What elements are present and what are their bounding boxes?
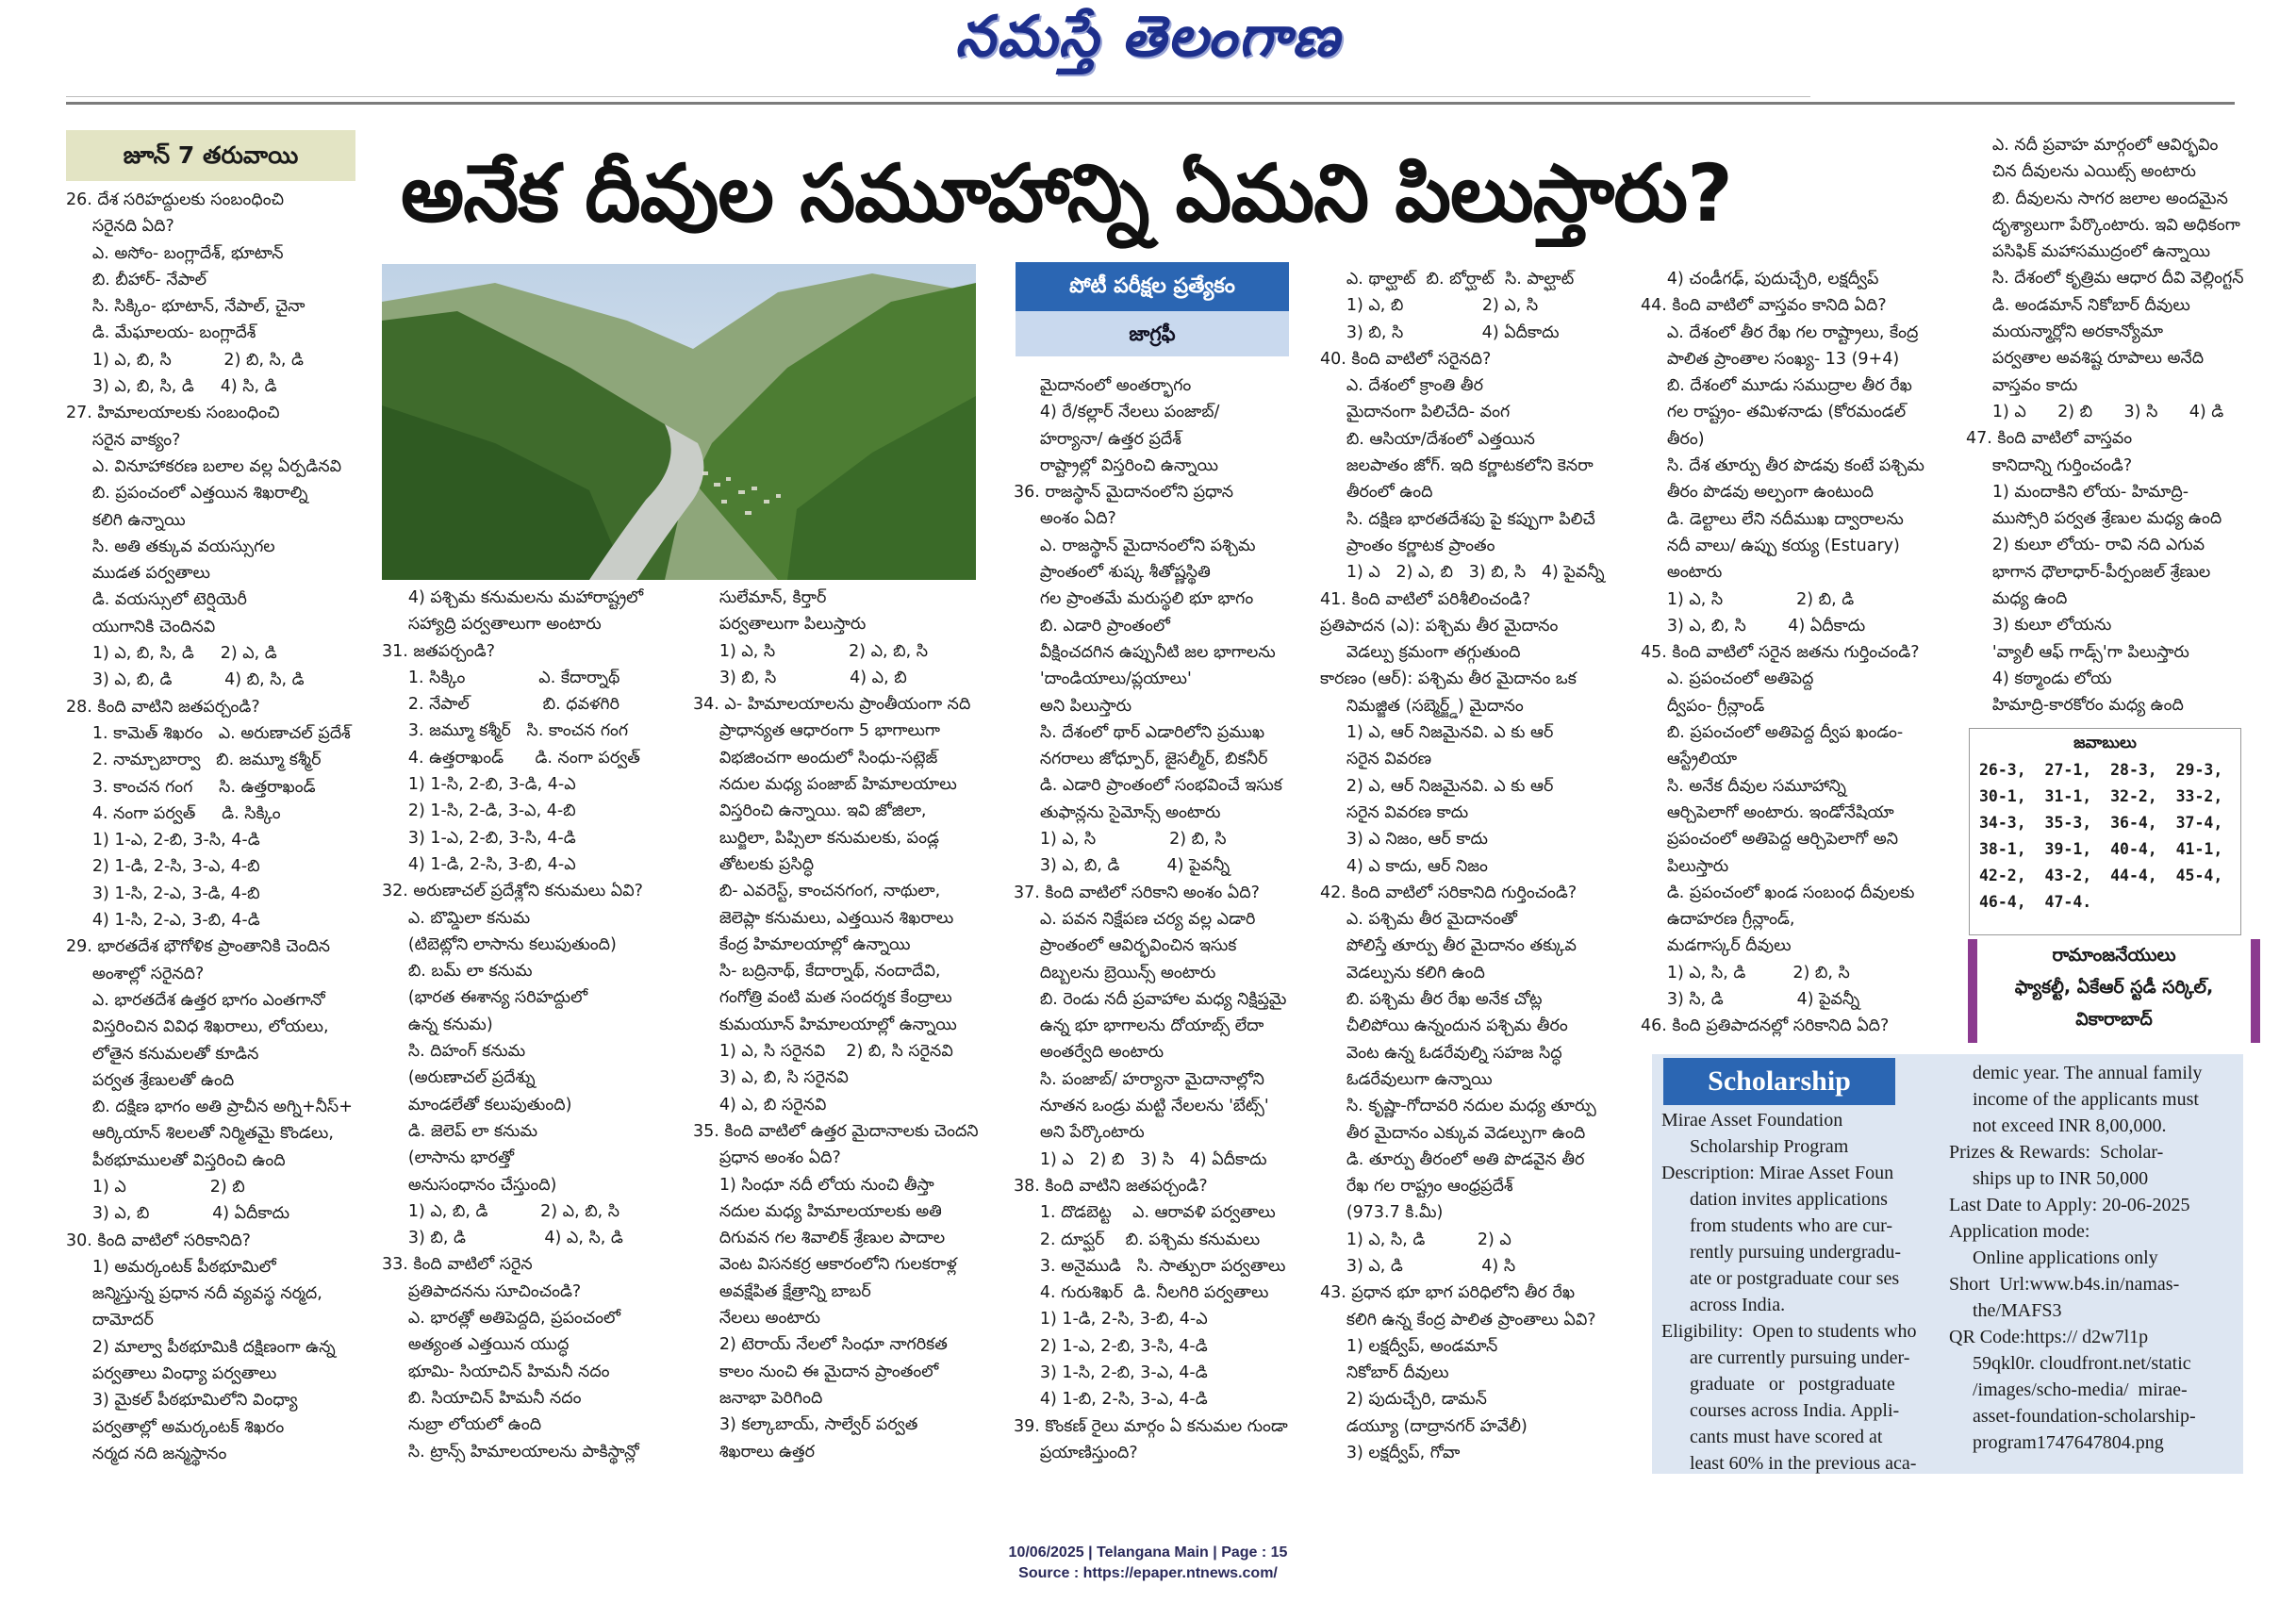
masthead-thin-rule bbox=[66, 96, 1810, 97]
author-credit: రామాంజనేయులు ఫ్యాకల్టీ, ఏకేఆర్ స్టడీ సర్కిల్, వికారాబాద్ bbox=[1968, 939, 2260, 1043]
answer-key-grid: 26-3, 27-1, 28-3, 29-3, 30-1, 31-1, 32-2, 33-2, 34-3, 35-3, 36-4, 37-4, 38-1, 39-1, 40-4, 41-1, 42-2, 43-2, 44-4, 45-4, 46-4, 47-4. bbox=[1979, 761, 2223, 911]
subject-tag: జాగ్రఫీ bbox=[1016, 311, 1289, 356]
question-column-1: 26. దేశ సరిహద్దులకు సంబంధించి సరైనది ఏది? ఎ. అసోం- బంగ్లాదేశ్, భూటాన్ బి. బీహార్- నేపాల్ సి. సిక్కిం- భూటాన్, నేపాల్, చైనా డి. మేఘాలయ- బంగ్లాదేశ్ 1) ఎ, బి, సి 2) బి, సి, డి 3) ఎ, బి, సి, డి 4) సి, డి 27. హిమాలయాలకు సంబంధించి సరైన వాక్యం? ఎ. వినూహాకరణ బలాల వల్ల ఏర్పడినవి బి. ప్రపంచంలో ఎత్తయిన శిఖరాల్ని కలిగి ఉన్నాయి సి. అతి తక్కువ వయస్సుగల ముడత పర్వతాలు డి. వయస్సులో టెర్షియెరీ యుగానికి చెందినవి 1) ఎ, బి, సి, డి 2) ఎ, డి 3) ఎ, బి, డి 4) బి, సి, డి 28. కింది వాటిని జతపర్చండి? 1. కామెత్ శిఖరం ఎ. అరుణాచల్ ప్రదేశ్ 2. నామ్చాబార్వా బి. జమ్మూ కశ్మీర్ 3. కాంచన గంగ సి. ఉత్తరాఖండ్ 4. నంగా పర్వత్ డి. సిక్కిం 1) 1-ఎ, 2-బి, 3-సి, 4-డి 2) 1-డి, 2-సి, 3-ఎ, 4-బి 3) 1-సి, 2-ఎ, 3-డి, 4-బి 4) 1-సి, 2-ఎ, 3-బి, 4-డి 29. భారతదేశ భౌగోళిక ప్రాంతానికి చెందిన అంశాల్లో సరైనది? ఎ. భారతదేశ ఉత్తర భాగం ఎంతగానో విస్తరించిన వివిధ శిఖరాలు, లోయలు, లోతైన కనుమలతో కూడిన పర్వత శ్రేణులతో ఉంది బి. దక్షిణ భాగం అతి ప్రాచీన అగ్ని+నీస్+ ఆర్కియాన్ శిలలతో నిర్మితమై కొండలు, పీఠభూములతో విస్తరించి ఉంది 1) ఎ 2) బి 3) ఎ, బి 4) ఏదీకాదు 30. కింది వాటిలో సరికానిది? 1) అమర్కంటక్ పీఠభూమిలో జన్మిస్తున్న ప్రధాన నదీ వ్యవస్థ నర్మద, దామోదర్ 2) మాల్వా పీఠభూమికి దక్షిణంగా ఉన్న పర్వతాలు వింధ్యా పర్వతాలు 3) మైకల్ పీఠభూమిలోని వింధ్యా పర్వతాల్లో అమర్కంటక్ శిఖరం నర్మద నది జన్మస్థానం bbox=[66, 190, 353, 1463]
page-footer bbox=[0, 1543, 2296, 1584]
section-tag: జూన్ 7 తరువాయి bbox=[66, 130, 355, 181]
question-column-7: ఎ. నదీ ప్రవాహ మార్గంలో ఆవిర్భవిం చిన దీవులను ఎయిట్స్ అంటారు బి. దీవులను సాగర జలాల అందమైన దృశ్యాలుగా పేర్కొంటారు. ఇవి అధికంగా పసిఫిక్ మహాసముద్రంలో ఉన్నాయి సి. దేశంలో కృత్రిమ ఆధార దీవి వెల్లింగ్టన్ డి. అండమాన్ నికోబార్ దీవులు మయన్మార్లోని అరకాన్యోమా పర్వతాల అవశిష్ట రూపాలు అనేది వాస్తవం కాదు 1) ఎ 2) బి 3) సి 4) డి 47. కింది వాటిలో వాస్తవం కానిదాన్ని గుర్తించండి? 1) మందాకిని లోయ- హిమాద్రి- ముస్సోరి పర్వత శ్రేణుల మధ్య ఉంది 2) కులూ లోయ- రావి నది ఎగువ భాగాన ధౌలాధార్-పీర్పంజల్ శ్రేణుల మధ్య ఉంది 3) కులూ లోయను 'వ్యాలీ ఆఫ్ గాడ్స్'గా పిలుస్తారు 4) కఠ్మాండు లోయ హిమాద్రి-కారకోరం మధ్య ఉంది bbox=[1966, 136, 2244, 716]
scholarship-heading: Scholarship bbox=[1663, 1058, 1895, 1105]
valley-illustration bbox=[382, 264, 976, 580]
answer-key bbox=[1969, 728, 2241, 935]
masthead bbox=[0, 0, 2296, 85]
question-column-5: ఎ. థాల్ఘాట్ బి. బోర్ఘాట్ సి. పాల్ఘాట్ 1) ఎ, బి 2) ఎ, సి 3) బి, సి 4) ఏదీకాదు 40. కింది వాటిలో సరైనది? ఎ. దేశంలో క్రాంతి తీర మైదానంగా పిలిచేది- వంగ బి. ఆసియా/దేశంలో ఎత్తయిన జలపాతం జోగ్. ఇది కర్ణాటకలోని కెనరా తీరంలో ఉంది సి. దక్షిణ భారతదేశపు పై కప్పుగా పిలిచే ప్రాంతం కర్ణాటక ప్రాంతం 1) ఎ 2) ఎ, బి 3) బి, సి 4) పైవన్నీ 41. కింది వాటిలో పరిశీలించండి? ప్రతిపాదన (ఎ): పశ్చిమ తీర మైదానం వెడల్పు క్రమంగా తగ్గుతుంది కారణం (ఆర్): పశ్చిమ తీర మైదానం ఒక నిమజ్జిత (సబ్మెర్జ్డ్) మైదానం 1) ఎ, ఆర్ నిజమైనవి. ఎ కు ఆర్ సరైన వివరణ 2) ఎ, ఆర్ నిజమైనవి. ఎ కు ఆర్ సరైన వివరణ కాదు 3) ఎ నిజం, ఆర్ కాదు 4) ఎ కాదు, ఆర్ నిజం 42. కింది వాటిలో సరికానిది గుర్తించండి? ఎ. పశ్చిమ తీర మైదానంతో పోలిస్తే తూర్పు తీర మైదానం తక్కువ వెడల్పును కలిగి ఉంది బి. పశ్చిమ తీర రేఖ అనేక చోట్ల చీలిపోయి ఉన్నందున పశ్చిమ తీరం వెంట ఉన్న ఓడరేవుల్ని సహజ సిద్ధ ఓడరేవులుగా ఉన్నాయి సి. కృష్ణా-గోదావరి నదుల మధ్య తూర్పు తీర మైదానం ఎక్కువ వెడల్పుగా ఉంది డి. తూర్పు తీరంలో అతి పొడవైన తీర రేఖ గల రాష్ట్రం ఆంధ్రప్రదేశ్ (973.7 కి.మీ) 1) ఎ, సి, డి 2) ఎ 3) ఎ, డి 4) సి 43. ప్రధాన భూ భాగ పరిధిలోని తీర రేఖ కలిగి ఉన్న కేంద్ర పాలిత ప్రాంతాలు ఏవి? 1) లక్షద్వీప్, అండమాన్ నికోబార్ దీవులు 2) పుదుచ్చేరి, డామన్ డయ్యూ (దాద్రానగర్ హవేలీ) 3) లక్షద్వీప్, గోవా bbox=[1320, 270, 1605, 1463]
question-column-4: మైదానంలో అంతర్భాగం 4) రే/కల్లార్ నేలలు పంజాబ్/ హర్యానా/ ఉత్తర ప్రదేశ్ రాష్ట్రాల్లో విస్తరించి ఉన్నాయి 36. రాజస్థాన్ మైదానంలోని ప్రధాన అంశం ఏది? ఎ. రాజస్థాన్ మైదానంలోని పశ్చిమ ప్రాంతంలో శుష్క శీతోష్ణస్థితి గల ప్రాంతమే మరుస్థలి భూ భాగం బి. ఎడారి ప్రాంతంలో వీక్షించదగిన ఉప్పునీటి జల భాగాలను 'దాండియాలు/ప్లయాలు' అని పిలుస్తారు సి. దేశంలో థార్ ఎడారిలోని ప్రముఖ నగరాలు జోధ్పూర్, జైసల్మీర్, బికనీర్ డి. ఎడారి ప్రాంతంలో సంభవించే ఇసుక తుఫాన్లను సైమోన్స్ అంటారు 1) ఎ, సి 2) బి, సి 3) ఎ, బి, డి 4) పైవన్నీ 37. కింది వాటిలో సరికాని అంశం ఏది? ఎ. పవన నిక్షేపణ చర్య వల్ల ఎడారి ప్రాంతంలో ఆవిర్భవించిన ఇసుక దిబ్బలను బ్రెయిన్స్ అంటారు బి. రెండు నదీ ప్రవాహాల మధ్య నిక్షిప్తమై ఉన్న భూ భాగాలను దోయాబ్స్ లేదా అంతర్వేది అంటారు సి. పంజాబ్/ హర్యానా మైదానాల్లోని నూతన ఒండ్రు మట్టి నేలలను 'బేట్స్' అని పేర్కొంటారు 1) ఎ 2) బి 3) సి 4) ఏదీకాదు 38. కింది వాటిని జతపర్చండి? 1. దొడబెట్ట ఎ. ఆరావళి పర్వతాలు 2. దూప్ఘర్ బి. పశ్చిమ కనుమలు 3. అనైముడి సి. సాత్పురా పర్వతాలు 4. గురుశిఖర్ డి. నీలగిరి పర్వతాలు 1) 1-డి, 2-సి, 3-బి, 4-ఎ 2) 1-ఎ, 2-బి, 3-సి, 4-డి 3) 1-సి, 2-బి, 3-ఎ, 4-డి 4) 1-బి, 2-సి, 3-ఎ, 4-డి 39. కొంకణ్ రైలు మార్గం ఏ కనుమల గుండా ప్రయాణిస్తుంది? bbox=[1014, 376, 1288, 1462]
headline: అనేక దీవుల సమూహాన్ని ఏమని పిలుస్తారు? bbox=[401, 147, 1732, 239]
scholarship-box bbox=[1652, 1054, 2243, 1474]
scholarship-text-b: demic year. The annual family income of the applicants must not exceed INR 8,00,000. Prizes & Rewards: Scholar- ships up to INR 50,000 Last Date to Apply: 20-06-2025 Application mode: Online applications only Short Url:www.b4s.in/namas- the/MAFS3 QR Code:https:// d2w7l1p 59qkl0r. cloudfront.net/static /images/scho-media/ mirae- asset-foundation-scholarship- program1747647804.png bbox=[1949, 1063, 2203, 1453]
footer-date-line: 10/06/2025 | Telangana Main | Page : 15 bbox=[1008, 1544, 1288, 1561]
masthead-logo: నమస్తే తెలంగాణ bbox=[954, 4, 1342, 70]
footer-source-line: Source : https://epaper.ntnews.com/ bbox=[1018, 1565, 1278, 1581]
special-edition-tag: పోటీ పరీక్షల ప్రత్యేకం bbox=[1016, 262, 1289, 311]
question-column-2: 4) పశ్చిమ కనుమలను మహారాష్ట్రలో సహ్యాద్రి పర్వతాలుగా అంటారు 31. జతపర్చండి? 1. సిక్కిం ఎ. కేదార్నాథ్ 2. నేపాల్ బి. ధవళగిరి 3. జమ్మూ కశ్మీర్ సి. కాంచన గంగ 4. ఉత్తరాఖండ్ డి. నంగా పర్వత్ 1) 1-సి, 2-బి, 3-డి, 4-ఎ 2) 1-సి, 2-డి, 3-ఎ, 4-బి 3) 1-ఎ, 2-బి, 3-సి, 4-డి 4) 1-డి, 2-సి, 3-బి, 4-ఎ 32. అరుణాచల్ ప్రదేశ్లోని కనుమలు ఏవి? ఎ. బొమ్డిలా కనుమ (టిబెట్లోని లాసాను కలుపుతుంది) బి. బమ్ లా కనుమ (భారత ఈశాన్య సరిహద్దులో ఉన్న కనుమ) సి. దిహంగ్ కనుమ (అరుణాచల్ ప్రదేశ్ను మాండలేతో కలుపుతుంది) డి. జెలెప్ లా కనుమ (లాసాను భారత్తో అనుసంధానం చేస్తుంది) 1) ఎ, బి, డి 2) ఎ, బి, సి 3) బి, డి 4) ఎ, సి, డి 33. కింది వాటిలో సరైన ప్రతిపాదనను సూచించండి? ఎ. భారత్లో అతిపెద్దది, ప్రపంచంలో అత్యంత ఎత్తయిన యుద్ధ భూమి- సియాచిన్ హిమనీ నదం బి. సియాచిన్ హిమనీ నదం నుబ్రా లోయలో ఉంది సి. ట్రాన్స్ హిమాలయాలను పాకిస్థాన్లో bbox=[382, 588, 644, 1462]
question-column-6: 4) చండీగఢ్, పుదుచ్చేరి, లక్షద్వీప్ 44. కింది వాటిలో వాస్తవం కానిది ఏది? ఎ. దేశంలో తీర రేఖ గల రాష్ట్రాలు, కేంద్ర పాలిత ప్రాంతాల సంఖ్య- 13 (9+4) బి. దేశంలో మూడు సముద్రాల తీర రేఖ గల రాష్ట్రం- తమిళనాడు (కోరమండల్ తీరం) సి. దేశ తూర్పు తీర పొడవు కంటే పశ్చిమ తీరం పొడవు అల్పంగా ఉంటుంది డి. డెల్టాలు లేని నదీముఖ ద్వారాలను నదీ వాలు/ ఉప్పు కయ్య (Estuary) అంటారు 1) ఎ, సి 2) బి, డి 3) ఎ, బి, సి 4) ఏదీకాదు 45. కింది వాటిలో సరైన జతను గుర్తించండి? ఎ. ప్రపంచంలో అతిపెద్ద ద్వీపం- గ్రీన్లాండ్ బి. ప్రపంచంలో అతిపెద్ద ద్వీప ఖండం- ఆస్ట్రేలియా సి. అనేక దీవుల సమూహాన్ని ఆర్చిపెలాగో అంటారు. ఇండోనేషియా ప్రపంచంలో అతిపెద్ద ఆర్చిపెలాగో అని పిలుస్తారు డి. ప్రపంచంలో ఖండ సంబంధ దీవులకు ఉదాహరణ గ్రీన్లాండ్, మడగాస్కర్ దీవులు 1) ఎ, సి, డి 2) బి, సి 3) సి, డి 4) పైవన్నీ 46. కింది ప్రతిపాదనల్లో సరికానిది ఏది? bbox=[1641, 270, 1924, 1036]
scholarship-text-a: Mirae Asset Foundation Scholarship Program Description: Mirae Asset Foun dation invites applications from students who are cur- rently pursuing undergradu- ate or postgraduate cour ses across India. Eligibility: Open to students who are currently pursuing under- graduate or postgraduate courses across India. Appli- cants must have scored at least 60% in the previous aca- bbox=[1661, 1110, 1917, 1474]
masthead-rule bbox=[66, 102, 2235, 105]
answer-key-title: జవాబులు bbox=[2073, 734, 2137, 752]
himalaya-valley-photo bbox=[382, 264, 976, 580]
question-column-3: సులేమాన్, కిర్తార్ పర్వతాలుగా పిలుస్తారు 1) ఎ, సి 2) ఎ, బి, సి 3) బి, సి 4) ఎ, బి 34. ఎ- హిమాలయాలను ప్రాంతీయంగా నది ప్రాధాన్యత ఆధారంగా 5 భాగాలుగా విభజించగా అందులో సింధు-సట్లెజ్ నదుల మధ్య పంజాబ్ హిమాలయాలు విస్తరించి ఉన్నాయి. ఇవి జోజిలా, బుర్జిలా, పిప్సిలా కనుమలకు, పండ్ల తోటలకు ప్రసిద్ధి బి- ఎవరెస్ట్, కాంచనగంగ, నాథులా, జెలెప్లా కనుమలు, ఎత్తయిన శిఖరాలు కేంద్ర హిమాలయాల్లో ఉన్నాయి సి- బద్రినాథ్, కేదార్నాథ్, నందాదేవి, గంగోత్రి వంటి మత సందర్శక కేంద్రాలు కుమయూన్ హిమాలయాల్లో ఉన్నాయి 1) ఎ, సి సరైనవి 2) బి, సి సరైనవి 3) ఎ, బి, సి సరైనవి 4) ఎ, బి సరైనవి 35. కింది వాటిలో ఉత్తర మైదానాలకు చెందని ప్రధాన అంశం ఏది? 1) సింధూ నదీ లోయ నుంచి తీస్తా నదుల మధ్య హిమాలయాలకు అతి దిగువన గల శివాలిక్ శ్రేణుల పాదాల వెంట విసనకర్ర ఆకారంలోని గులకరాళ్ల అవక్షేపిత క్షేత్రాన్ని బాబర్ నేలలు అంటారు 2) టెరాయ్ నేలలో సింధూ నాగరికత కాలం నుంచి ఈ మైదాన ప్రాంతంలో జనాభా పెరిగింది 3) కల్కాబాయ్, సాల్వేర్ పర్వత శిఖరాలు ఉత్తర bbox=[693, 588, 979, 1462]
